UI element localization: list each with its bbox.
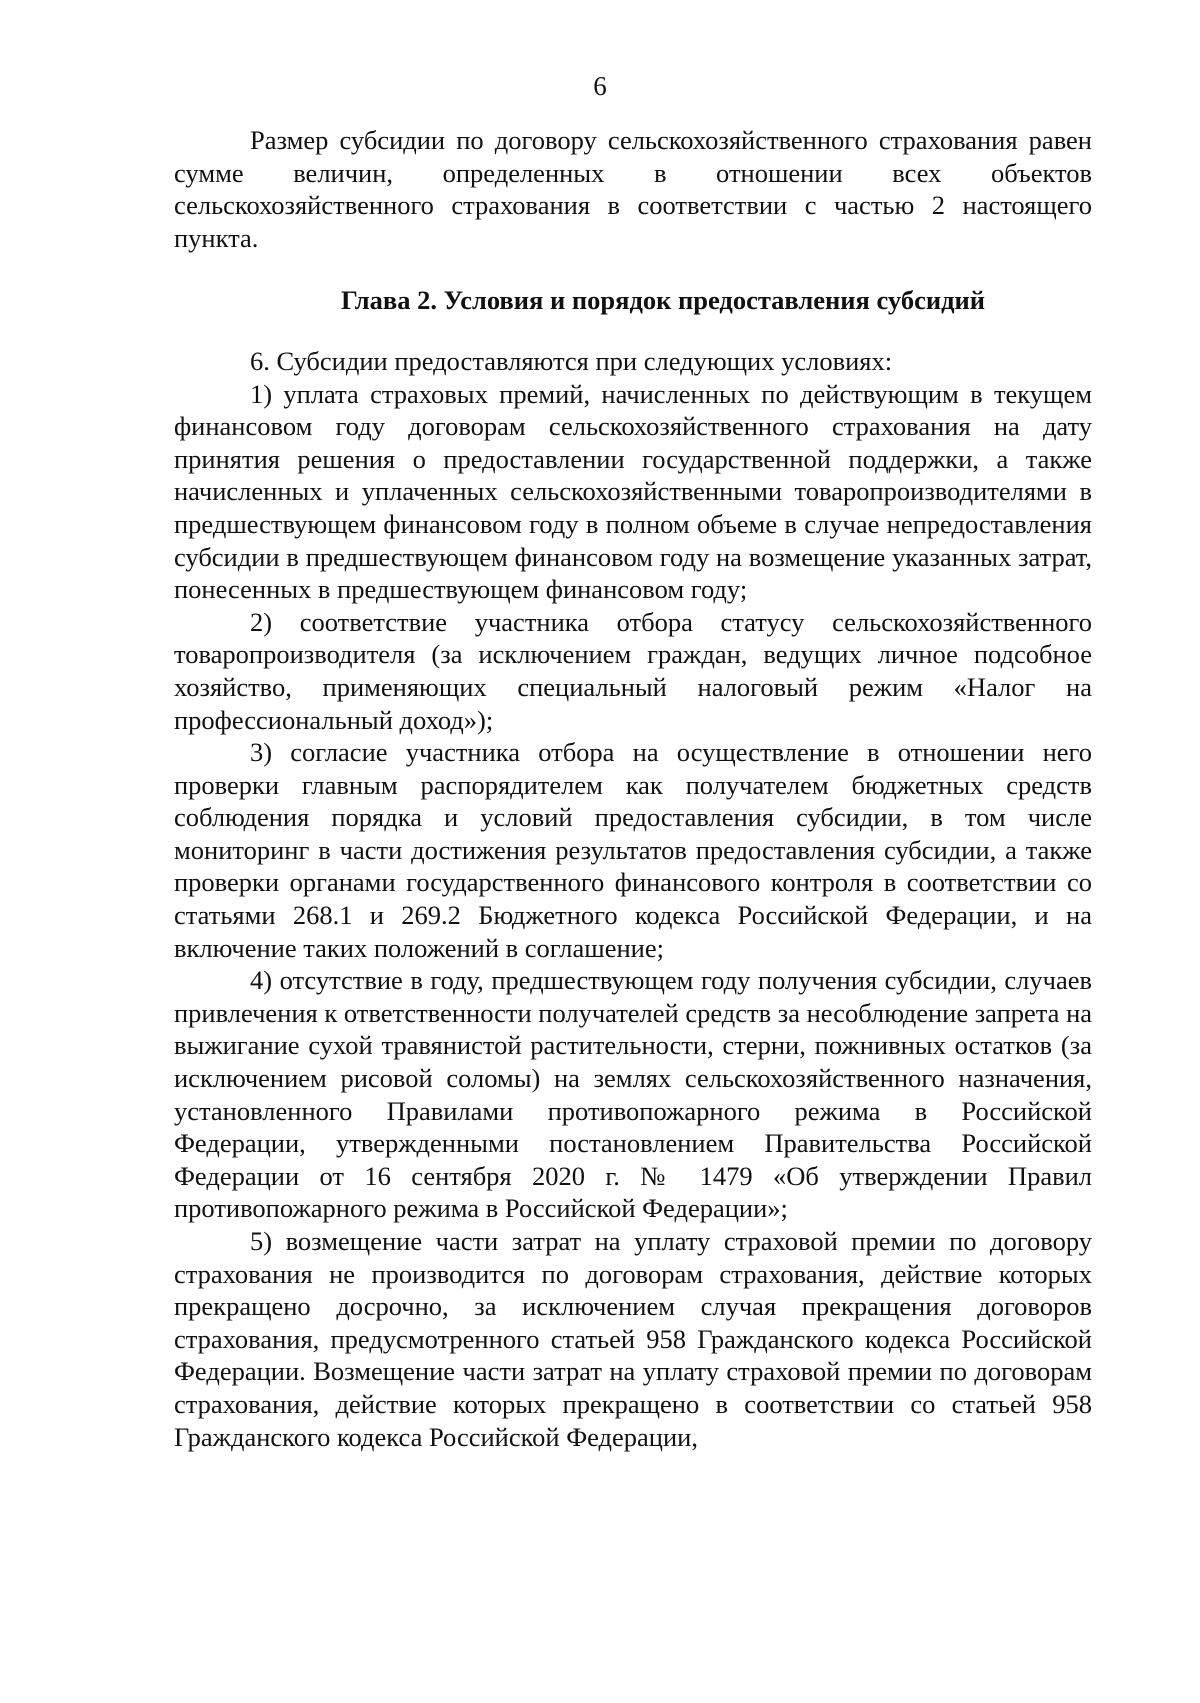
document-body: [174, 124, 1092, 1453]
clause-6-lead: 6. Субсидии предоставляются при следующих условиях:: [250, 345, 893, 376]
intro-paragraph: Размер субсидии по договору сельскохозяйственного страхования равен сумме величин, определенных в отношении всех объектов сельскохозяйственного страхования в соответствии с частью 2 настоящего пункта.: [174, 125, 1092, 253]
chapter-heading: Глава 2. Условия и порядок предоставления субсидий: [340, 285, 986, 316]
clause-item-4: 4) отсутствие в году, предшествующем году получения субсидии, случаев привлечения к ответственности получателей средств за несоблюдение запрета на выжигание сухой травянистой растительности, стерни, пожнивных остатков (за исключением рисовой соломы) на землях сельскохозяйственного назначения, установленного Правилами противопожарного режима в Российской Федерации, утвержденными постановлением Правительства Российской Федерации от 16 сентября 2020 г. № 1479 «Об утверждении Правил противопожарного режима в Российской Федерации»;: [174, 965, 1093, 1224]
clause-item-2: 2) соответствие участника отбора статусу сельскохозяйственного товаропроизводителя (за исключением граждан, ведущих личное подсобное хозяйство, применяющих специальный налоговый режим «Налог на профессиональный доход»);: [174, 606, 1092, 735]
clause-item-3: 3) согласие участника отбора на осуществление в отношении него проверки главным распорядителем как получателем бюджетных средств соблюдения порядка и условий предоставления субсидии, в том числе мониторинг в части достижения результатов предоставления субсидии, а также проверки органами государственного финансового контроля в соответствии со статьями 268.1 и 269.2 Бюджетного кодекса Российской Федерации, и на включение таких положений в соглашение;: [174, 737, 1092, 963]
clause-item-5: 5) возмещение части затрат на уплату страховой премии по договору страхования не производится по договорам страхования, действие которых прекращено досрочно, за исключением случая прекращения договоров страхования, предусмотренного статьей 958 Гражданского кодекса Российской Федерации. Возмещение части затрат на уплату страховой премии по договорам страхования, действие которых прекращено в соответствии со статьей 958 Гражданского кодекса Российской Федерации,: [174, 1226, 1092, 1452]
clause-item-1: 1) уплата страховых премий, начисленных по действующим в текущем финансовом году договорам сельскохозяйственного страхования на дату принятия решения о предоставлении государственной поддержки, а также начисленных и уплаченных сельскохозяйственными товаропроизводителями в предшествующем финансовом году в полном объеме в случае непредоставления субсидии в предшествующем финансовом году на возмещение указанных затрат, понесенных в предшествующем финансовом году;: [174, 378, 1092, 605]
page-number: 6: [593, 71, 607, 101]
